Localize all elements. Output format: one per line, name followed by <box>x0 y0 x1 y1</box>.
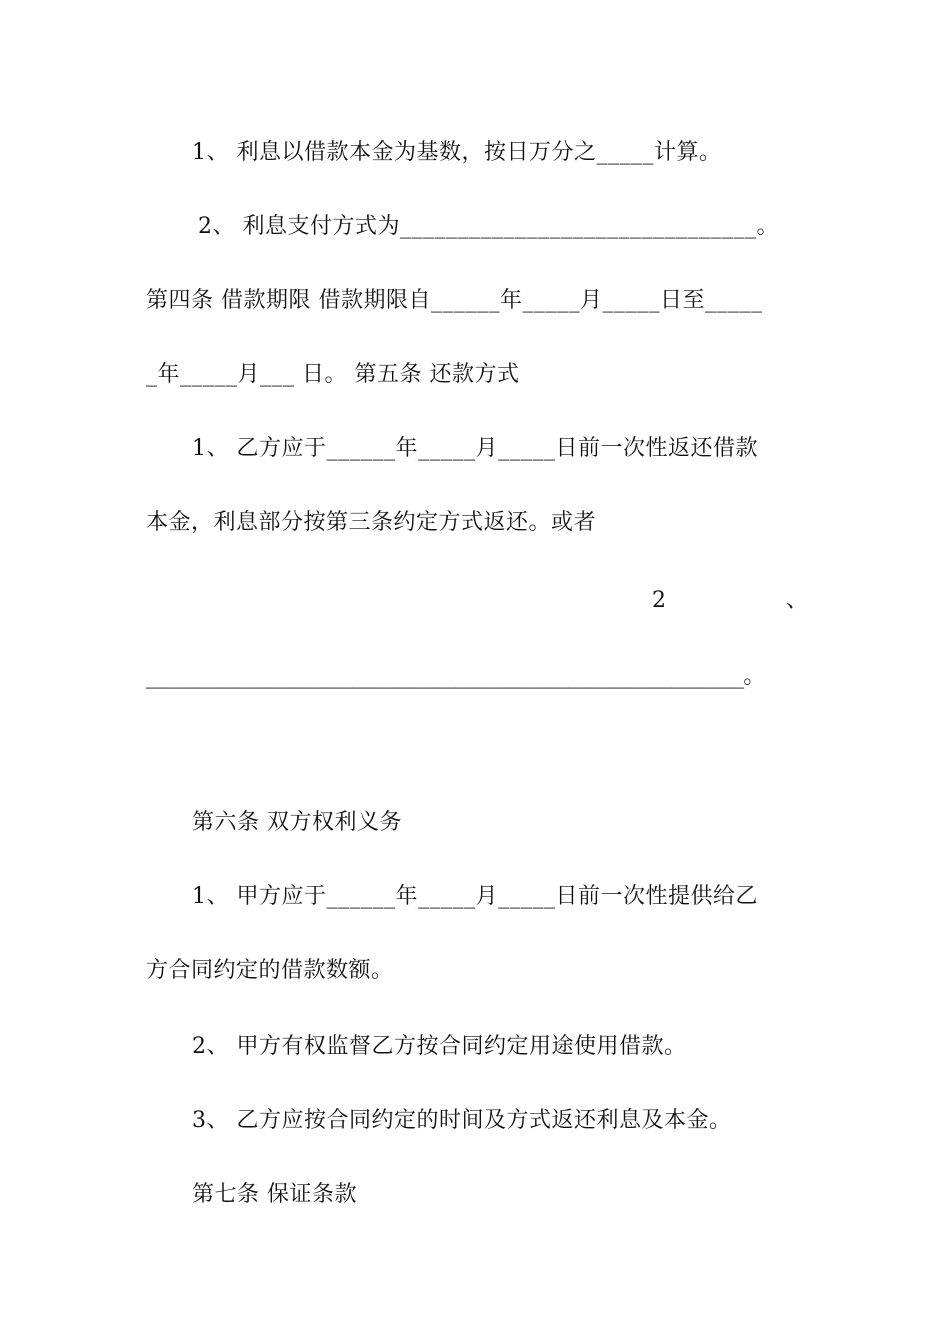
rights-item-two: 2、 甲方有权监督乙方按合同约定用途使用借款。 <box>192 1034 687 1059</box>
rights-item-three: 3、 乙方应按合同约定的时间及方式返还利息及本金。 <box>192 1108 732 1133</box>
article-four-term: 第四条 借款期限 借款期限自______年_____月_____日至_____ <box>146 288 763 313</box>
rights-item-one-continued: 方合同约定的借款数额。 <box>146 958 394 983</box>
rights-item-one: 1、 甲方应于______年_____月_____日前一次性提供给乙 <box>192 884 758 909</box>
repayment-item-one-continued: 本金，利息部分按第三条约定方式返还。或者 <box>146 510 597 535</box>
repayment-item-one: 1、 乙方应于______年_____月_____日前一次性返还借款 <box>192 436 758 461</box>
interest-rate-clause: 1、 利息以借款本金为基数，按日万分之_____计算。 <box>192 140 722 165</box>
interest-payment-clause: 2、 利息支付方式为_______________________________。 <box>198 214 779 239</box>
article-six-heading: 第六条 双方权利义务 <box>192 810 402 835</box>
repayment-item-two-blank: __________________________________________________________。 <box>146 664 765 689</box>
article-seven-heading: 第七条 保证条款 <box>192 1182 357 1207</box>
repayment-item-two-mark: 、 <box>786 588 809 613</box>
repayment-item-two-number: 2 <box>652 588 666 613</box>
article-four-term-continued: _年_____月___ 日。 第五条 还款方式 <box>146 362 520 387</box>
